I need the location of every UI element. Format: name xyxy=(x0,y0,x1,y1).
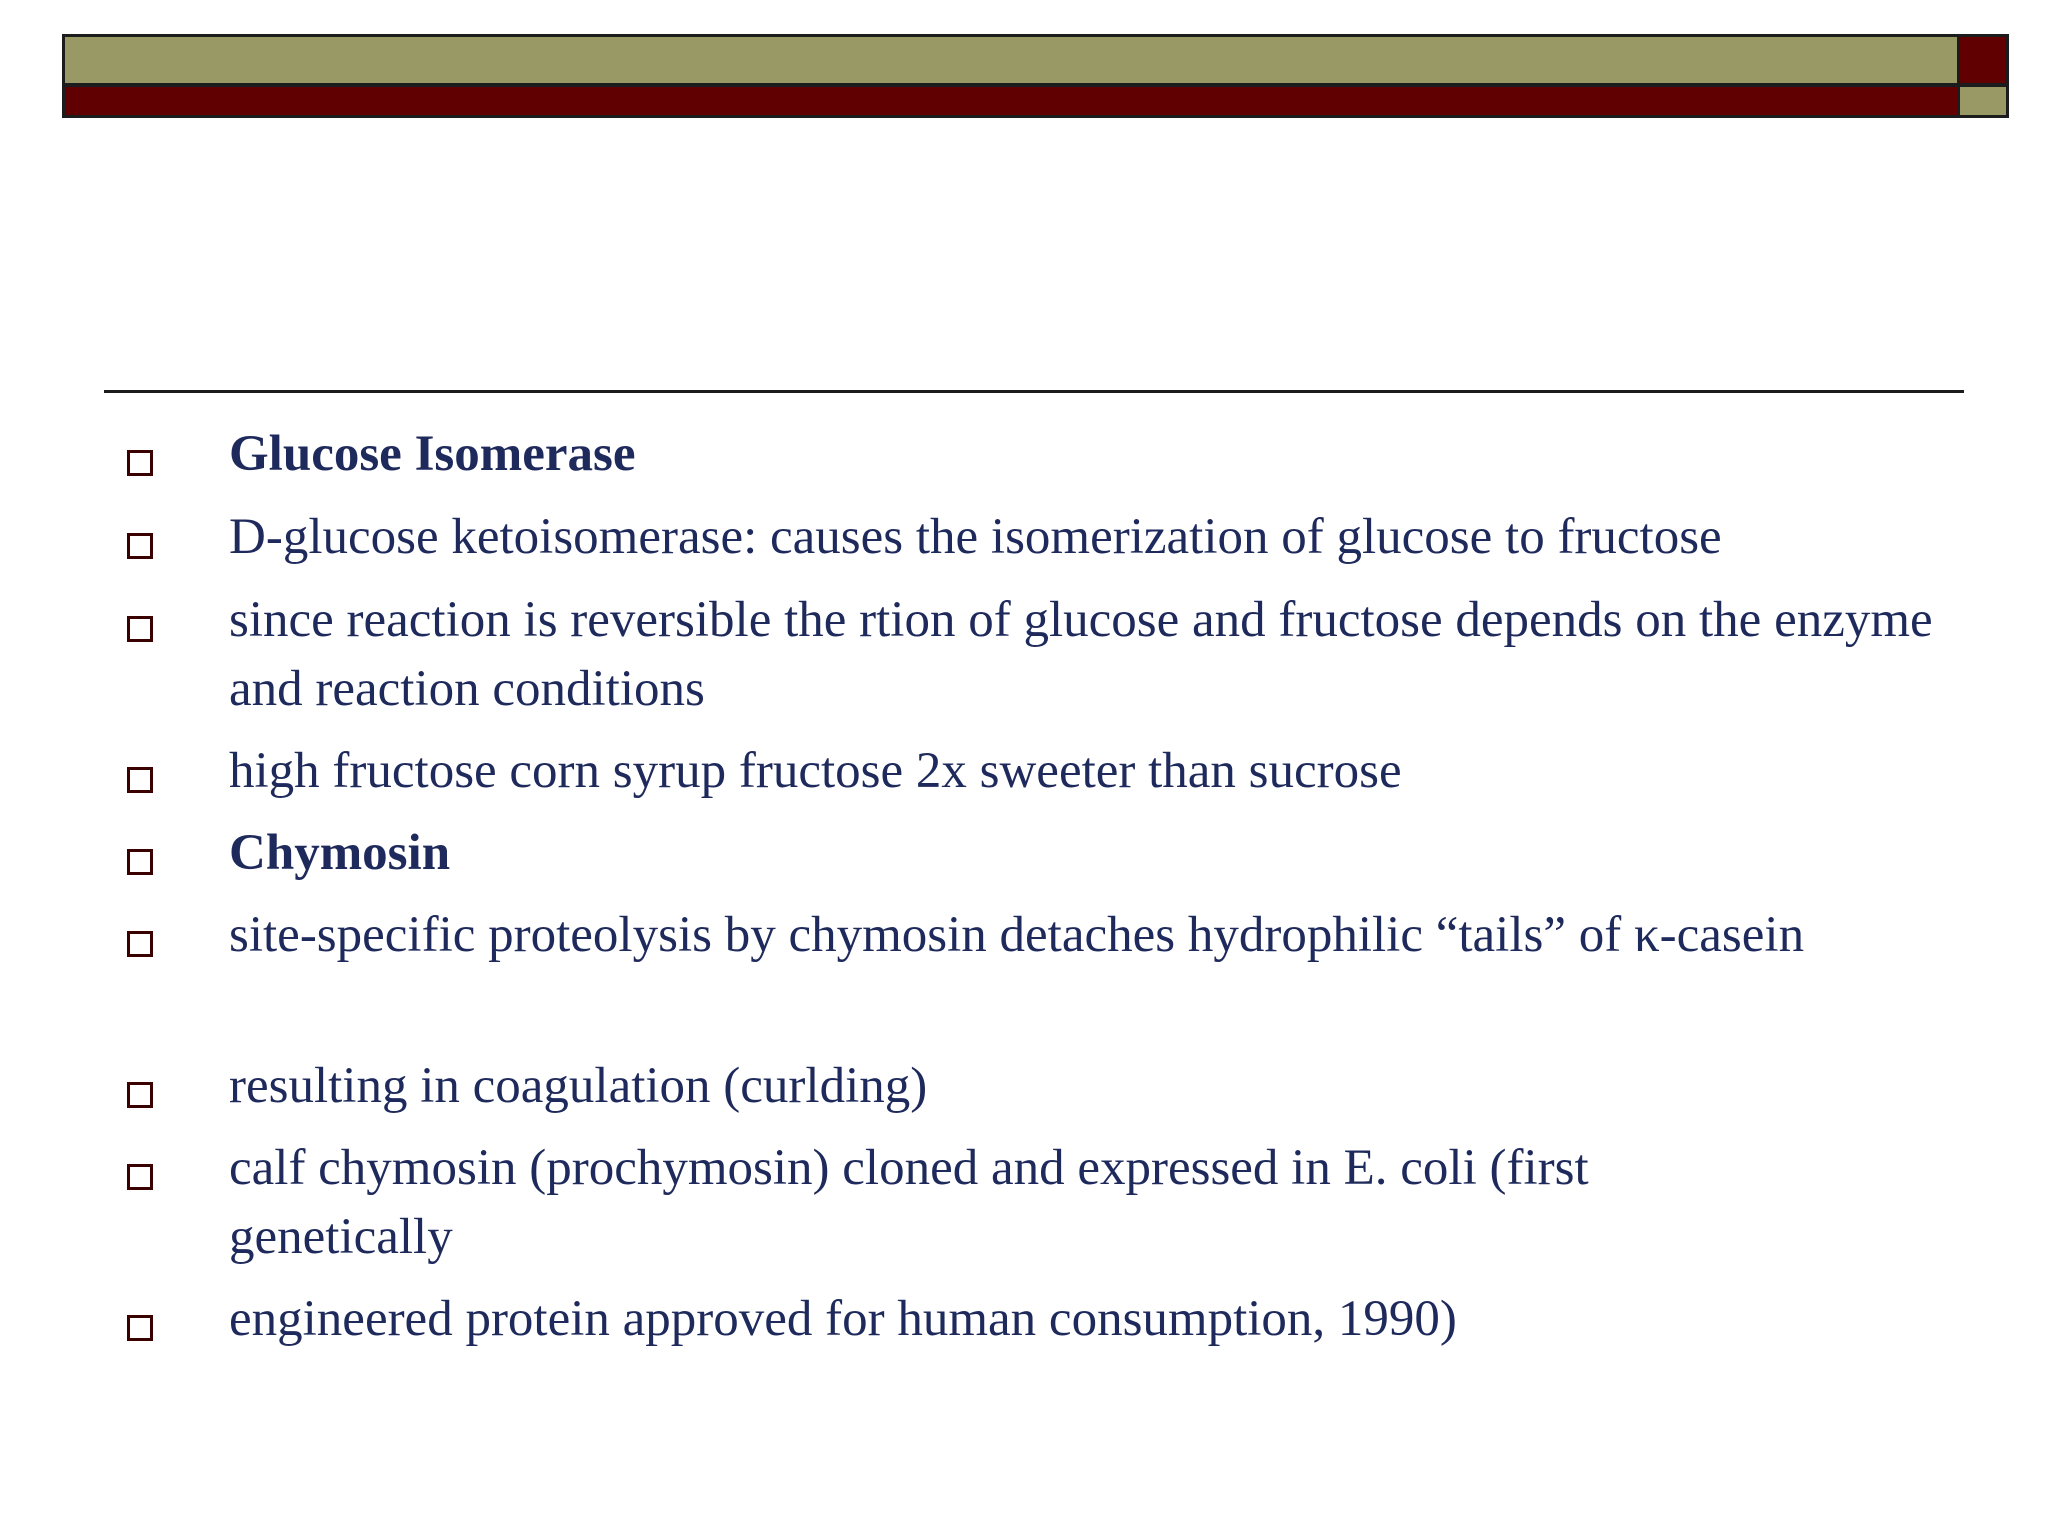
bullet-text: engineered protein approved for human consumption, 1990) xyxy=(229,1291,1457,1347)
bullet-text: Glucose Isomerase xyxy=(229,426,636,482)
square-bullet-icon xyxy=(127,1164,153,1190)
bullet-text: site-specific proteolysis by chymosin detaches hydrophilic “tails” of κ-casein xyxy=(229,907,1805,963)
bullet-text: since reaction is reversible the rtion of glucose and fructose depends on the enzyme and reaction conditions xyxy=(229,592,1933,717)
square-bullet-icon xyxy=(127,533,153,559)
square-bullet-icon xyxy=(127,767,153,793)
bullet-text: calf chymosin (prochymosin) cloned and expressed in E. coli (first genetically xyxy=(229,1140,1589,1265)
header-maroon-square xyxy=(1957,34,2009,86)
square-bullet-icon xyxy=(127,450,153,476)
header-olive-bar xyxy=(62,34,1960,86)
bullet-text: resulting in coagulation (curlding) xyxy=(229,1058,928,1114)
square-bullet-icon xyxy=(127,849,153,875)
square-bullet-icon xyxy=(127,616,153,642)
title-divider xyxy=(104,390,1964,393)
header-maroon-bar xyxy=(62,84,1960,118)
bullet-text: Chymosin xyxy=(229,825,451,881)
square-bullet-icon xyxy=(127,1315,153,1341)
square-bullet-icon xyxy=(127,931,153,957)
header-olive-square xyxy=(1957,84,2009,118)
bullet-text: high fructose corn syrup fructose 2x sweeter than sucrose xyxy=(229,743,1402,799)
square-bullet-icon xyxy=(127,1082,153,1108)
bullet-text: D-glucose ketoisomerase: causes the isomerization of glucose to fructose xyxy=(229,509,1722,565)
